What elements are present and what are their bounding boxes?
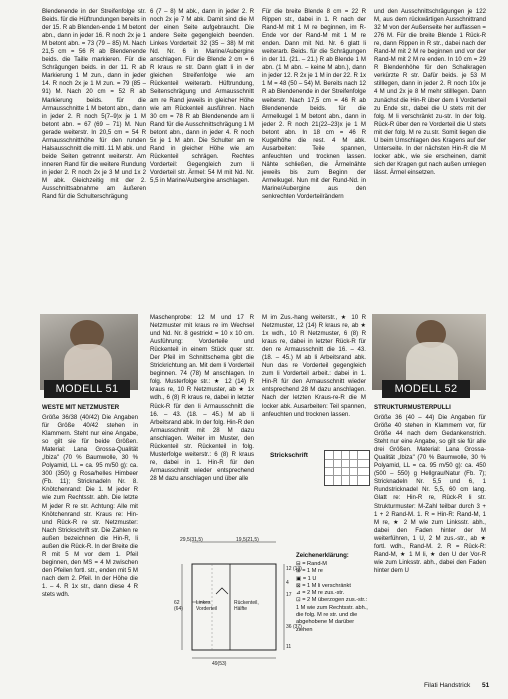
middle-column-1: Maschenprobe: 12 M und 17 R Netzmuster mit kraus re im Wechsel und Nd. Nr. 8 gestrickt = 10 x 10 cm. Ausführung: Vorderteile und Rückenteil in einem Stück quer str. Der Pfeil im Schnittschema gibt die Strickrichtung an. Mit dem li Vorderteil beginnen. 74 (78) M anschlagen. In folg. Musterfolge str.: ★ 12 (14) R kraus re, 10 R Netzmuster, ab ★ 1x wdh., 6 (8) R kraus re, dabei in letzter Rück-R für den li Armausschnitt die 16. – 43. (18. – 45.) M ab li Arbeitsrand abk. In der folg. Hin-R den Armausschnitt mit 28 M dazu anschlagen. Weiter im Muster, den Rückenteil str. Rückenteil in folg. Musterfolge weiterstr.: 6 (8) R kraus re, dabei in 1. Hin-R für den Armausschnitt wieder entsprechend 28 M dazu anschlagen und über alle (150, 314, 254, 482)
schema-top-label-2: 19,5(21,5) (236, 537, 259, 543)
schema-right-dim-1: 12 (13) (286, 566, 302, 572)
text-column-2: 6 (7 – 8) M abk., dann in jeder 2. R noch 2x je 7 M abk. Damit sind die M der einen Seite aufgebraucht. Die andere Seite gegengleich beenden. Linkes Vorderteil: 32 (35 – 38) M mit Nd. Nr. 6 in Marine/Aubergine anschlagen. Für die Blende 2 cm = 6 R kraus re str. Dann glatt li in der gleichen Streifenfolge wie am Rückenteil weiterarb. Hüftrundung, Seitenschrägung und Armausschnitt am re Rand jeweils in gleicher Höhe wie am Rückenteil ausführen. Nach 30 cm = 78 R ab Blendenende am li Rand für die Ausschnittschrägung 1 M betont abn., dann in jeder 4. R noch 5x je 1 M abn. Die Schulter am re Rand in gleicher Höhe wie am Rückenteil schrägen. Rechtes Vorderteil: Gegengleich zum li Vorderteil str. Ärmel: 54 M mit Nd. Nr. 5,5 in Marine/Aubergine anschlagen. (150, 8, 254, 184)
model-52-badge: MODELL 52 (382, 380, 470, 398)
legend-title: Zeichenerklärung: (296, 552, 349, 559)
cutting-schema (172, 524, 294, 674)
model-52-body: Größe 36 (40 – 44) Die Angaben für Größe 40 stehen in Klammern vor, für Größe 44 nach dem Gedankenstrich. Steht nur eine Angabe, so gilt sie für alle drei Größen. Material: Lana Grossa-Qualität „Ibiza" (70 % Baumwolle, 30 % Polyamid, LL = ca. 95 m/50 g): ca. 450 (500 – 550) g Hellgrau/Natur (Fb. 7); Stricknadeln Nr. 5,5 und 6, 1 Rundstricknadel Nr. 5,5, 60 cm lang. Glatt re: Hin-R re, Rück-R li str. Strukturmuster: M-Zahl teilbar durch 3 + 1 + 2 Rand-M. 1. R = Hin-R: Rand-M, 1 M re, ★ 2 M wie zum Linksstr. abh., dabei den Faden hinter der M weiterführen, 1 U, 2 M zus.-str., ab ★ fortl. wdh., Rand-M. 2. R = Rück-R: Rand-M, ★ 1 M li, ★ den U der Vor-R wie zum Linksstr. abh., dabei den Faden hinter dem U (374, 414, 486, 574)
knitting-direction-arrow (216, 588, 228, 594)
middle-column-2: M im Zus.-hang weiterstr., ★ 10 R Netzmuster, 12 (14) R kraus re, ab ★ 1x wdh., 10 R Netzmuster, 6 (8) R kraus re, dabei in letzter Rück-R für den re Armausschnitt die 16. – 43. (18. – 45.) M ab li Arbeitsrand abk. Nun das re Vorderteil gegengleich zum li Vorderteil arbeit.: dabei in 1. Hin-R für den Armausschnitt wieder entsprechend 28 M dazu anschlagen. Nach der letzten Kraus-re-R die M locker abk. Ausarbeiten: Teil spannen, anfeuchten und trocknen lassen. (262, 314, 366, 418)
chart-title: Strickschrift (270, 452, 308, 459)
schema-right-dim-2: 4 (286, 580, 289, 586)
text-column-4: und den Ausschnittschrägungen je 122 M, aus dem rückwärtigen Ausschnittrand 32 M von der Außenseite her auffassen = 276 M. Für die breite Blende 1 Rück-R re, dann Rippen in R str., dabei nach der Rand-M mit 2 M re beginnen und vor der Rand-M mit 2 M re enden. In 10 cm = 29 R Blendenhöhe für den Schalkragen verkürzte R str. Dafür beids. je 53 M stilllegen, dann in jeder 2. R noch 10x je 4 M und 2x je 8 M mehr stilllegen. Dann zunächst die Hin-R über dem li Vorderteil zu Ende str., dabei die U stets mit der folg. M li verschränkt zu-str. In der folg. Rück-R über den re Vorderteil die U stets mit der folg. M re zu.str. Somit liegen die U beim Umschlagen des Kragens auf der Unterseite. In der nächsten Hin-R die M locker abk., wie sie erscheinen, damit sich der Kragen gut nach außen umlegen lässt. Ärmel einsetzen. (374, 8, 486, 176)
model-51-body: Größe 36/38 (40/42) Die Angaben für Größe 40/42 stehen in Klammern. Steht nur eine Angabe, so gilt sie für beide Größen. Material: Lana Grossa-Qualität „Ibiza" (70 % Baumwolle, 30 % Polyamid, LL = ca. 95 m/50 g): ca. 300 (350) g Rosa/helles Himbeer (Fb. 11); Stricknadeln Nr. 8. Knötchenrand: Die 1. M jeder R wie zum Rechtsstr. abh. Die letzte M jeder R re str. Achtung: Alle mit Knötchenrand str. Kraus re: Hin- und Rück-R re str. Netzmuster: Nach Strickschrift str. Die Zahlen re außen bezeichnen die Hin-R, li außen die Rück-R. In der Breite die R mit 5 M vor dem 1. Pfeil beginnen, den MS = 4 M zwischen den Pfeilen fortl. str., enden mit 5 M nach dem 2. Pfeil. In der Höhe die 1. – 4. R 1x str., dann diese 4 R stets wdh. (42, 414, 138, 599)
schema-right-rueckenteil: Rückenteil, Hälfte (234, 600, 259, 612)
schema-bottom-label: 49(53) (212, 661, 227, 667)
text-column-1: Blendenende in der Streifenfolge str. Beids. für die Hüftrundungen bereits in der 15. R ab Blenden-ende 1 M betont abn., dann in jeder 16. R noch 2x je 1 M betont abn. = 73 (79 – 85) M. Nach 21,5 cm = 56 R ab Blendenende beids. die Taille markieren. Für die Schrägungen beids. in der 11. R ab Markierung 1 M zun., dann in jeder 14. R noch 2x je 1 M zun. = 79 (85 – 91) M. Nach 20 cm = 52 R ab Markierung beids. für die Armausschnitte 1 M betont abn., dann in jeder 2. R noch 5(7–9)x je 1 M betont abn. = 67 (69 – 71) M. Nun gerade weiterstr. In 20,5 cm = 54 R Armausschnitthöhe für den runden Halsausschnitt die mittl. 11 M abk. und beide Seiten getrennt weiterstr. Am inneren Rand für die weitere Rundung in jeder 2. R noch 2x je 3 M und 1x 2 M abk. Gleichzeitig mit der 2. Ausschnittsabnahme am äußeren Rand für die Schulterschrägung (42, 8, 146, 201)
schema-left-vorderteil: Linkes Vorderteil (196, 600, 218, 612)
knitting-chart-grid (324, 450, 370, 486)
schema-top-label-1: 29,5(31,5) (180, 537, 203, 543)
text-column-3: Für die breite Blende 8 cm = 22 R Rippen str., dabei in 1. R nach der Rand-M mit 1 M re beginnen, im R-Ende vor der Rand-M mit 1 M re enden. Dann mit Nd. Nr. 6 glatt li weiterarb. Beids. für die Schrägungen in der 11. (21. – 21.) R ab Blende 1 M abn. (1 M abn. – keine M abn.), dann in jeder 12. R 2x je 1 M in der 22. R 1x 1 M = 48 (50 – 54) M. Bereits nach 12 R ab Blendenende in der Streifenfolge weiterstr. Nach 17,5 cm = 46 R ab Blendenende beids. für die Armelkugel 1 M betont abn., dann in jeder 2. R noch 21(22–23)x je 1 M betont abn. In 18 cm = 46 R Kugelhöhe die rest. 4 M abk. Ausarbeiten: Teile spannen, anfeuchten und trocknen lassen. Nähte schließen, die Ärmelnähte jeweils bis zum Beginn der Armelkugel. Nun mit der Rund-Nd. in Marine/Aubergine aus den senkrechten Vorderteilrändern (262, 8, 366, 201)
model-52-header: STRUKTURMUSTERPULLI (374, 404, 451, 411)
page-number: 51 (482, 682, 490, 689)
schema-right-dim-5: 11 (286, 644, 292, 650)
schema-right-dim-4: 36 (37) (286, 624, 302, 630)
legend-list: ⊟ = Rand-M ⊞ = 1 M re ▣ = 1 U ⊠ = 1 M li verschränkt ⊿ = 2 M re zus.-str. ⊡ = 2 M überzogen zus.-str.: 1 M wie zum Rechtsstr. abh., die folg. M re str. und die abgehobene M darüber ziehen (296, 561, 368, 633)
footer-magazine: Filati Handstrick (424, 682, 471, 689)
model-52-photo (372, 314, 486, 390)
schema-left-height: 62 (64) (174, 600, 183, 612)
model-51-photo (40, 314, 138, 390)
model-51-badge: MODELL 51 (44, 380, 130, 398)
model-51-header: WESTE MIT NETZMUSTER (42, 404, 120, 411)
schema-right-dim-3: 17 (286, 592, 292, 598)
